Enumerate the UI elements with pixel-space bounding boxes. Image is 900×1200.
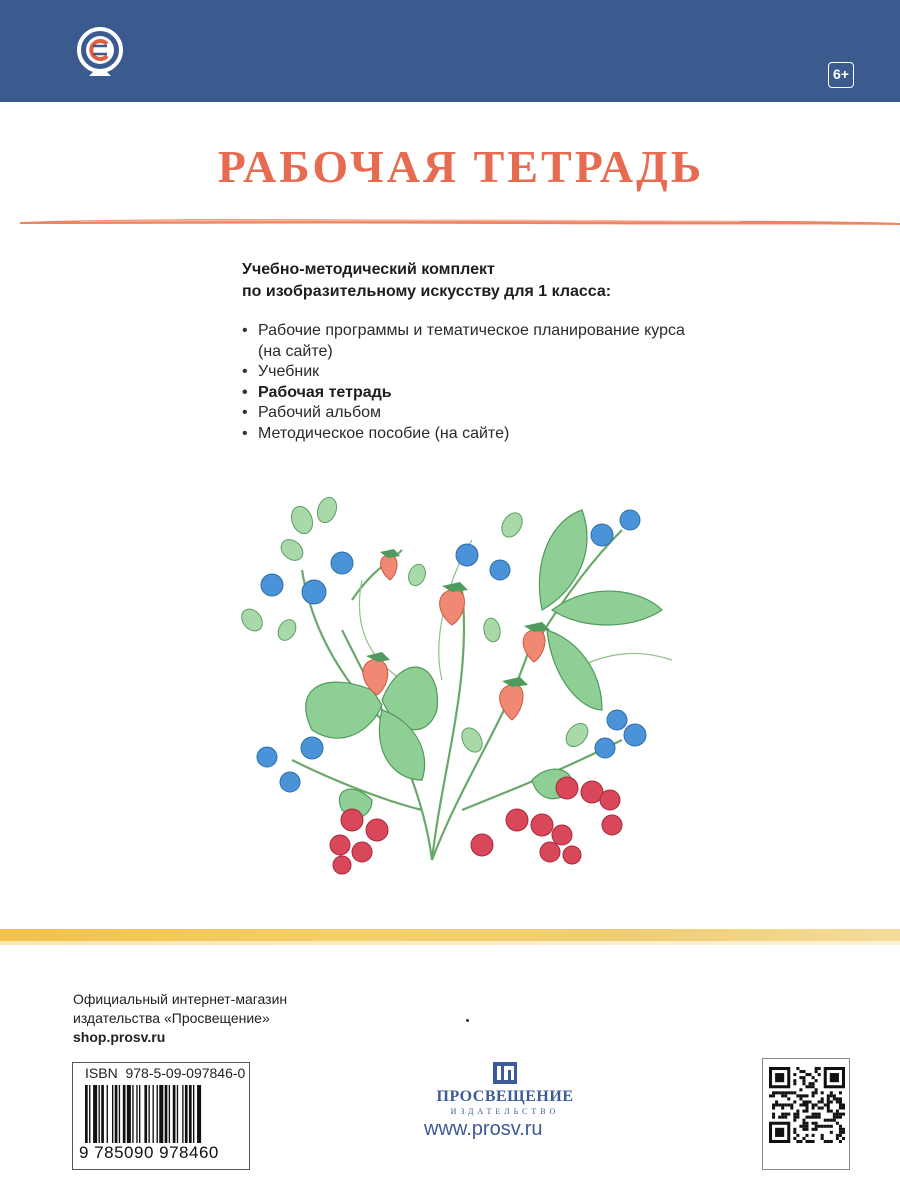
qr-code-box	[762, 1058, 850, 1170]
bottom-stripe	[0, 929, 900, 941]
publisher-mark-icon	[491, 1060, 519, 1086]
barcode-digits: 9 785090 978460	[79, 1143, 219, 1162]
shop-url-link[interactable]: shop.prosv.ru	[73, 1029, 166, 1045]
berries-illustration-icon	[232, 480, 692, 880]
age-rating-badge: 6+	[828, 62, 854, 88]
top-color-band	[0, 0, 900, 102]
isbn-label: ISBN 978-5-09-097846-0	[85, 1065, 246, 1081]
kit-list	[242, 321, 702, 444]
kit-item-workbook: • Рабочая тетрадь	[242, 383, 702, 404]
page-title: РАБОЧАЯ ТЕТРАДЬ	[217, 141, 705, 192]
small-dot	[466, 1019, 469, 1022]
brush-stroke-divider	[20, 214, 900, 230]
publisher-subtitle: ИЗДАТЕЛЬСТВО	[450, 1107, 560, 1116]
kit-heading-line1: Учебно-методический комплект	[242, 261, 495, 278]
bottom-stripe-shade	[0, 941, 900, 945]
publisher-logo	[420, 1060, 590, 1116]
kit-item-programs: • Рабочие программы и тематическое планирование курса (на сайте)	[242, 321, 702, 362]
qr-code-icon[interactable]	[769, 1067, 845, 1143]
shop-line1: Официальный интернет-магазин	[73, 991, 288, 1007]
prosveshchenie-globe-logo-icon	[76, 26, 124, 84]
kit-item-album: • Рабочий альбом	[242, 403, 702, 424]
barcode-icon	[83, 1085, 241, 1143]
publisher-url-link[interactable]: www.prosv.ru	[424, 1118, 543, 1140]
shop-info	[73, 990, 287, 1047]
isbn-barcode-box	[72, 1062, 250, 1170]
publisher-name: ПРОСВЕЩЕНИЕ	[436, 1088, 574, 1105]
kit-item-textbook: • Учебник	[242, 362, 702, 383]
kit-heading	[242, 259, 611, 303]
shop-line2: издательства «Просвещение»	[73, 1010, 270, 1026]
kit-item-methodical-guide: • Методическое пособие (на сайте)	[242, 424, 702, 445]
kit-heading-line2: по изобразительному искусству для 1 класса:	[242, 283, 612, 300]
